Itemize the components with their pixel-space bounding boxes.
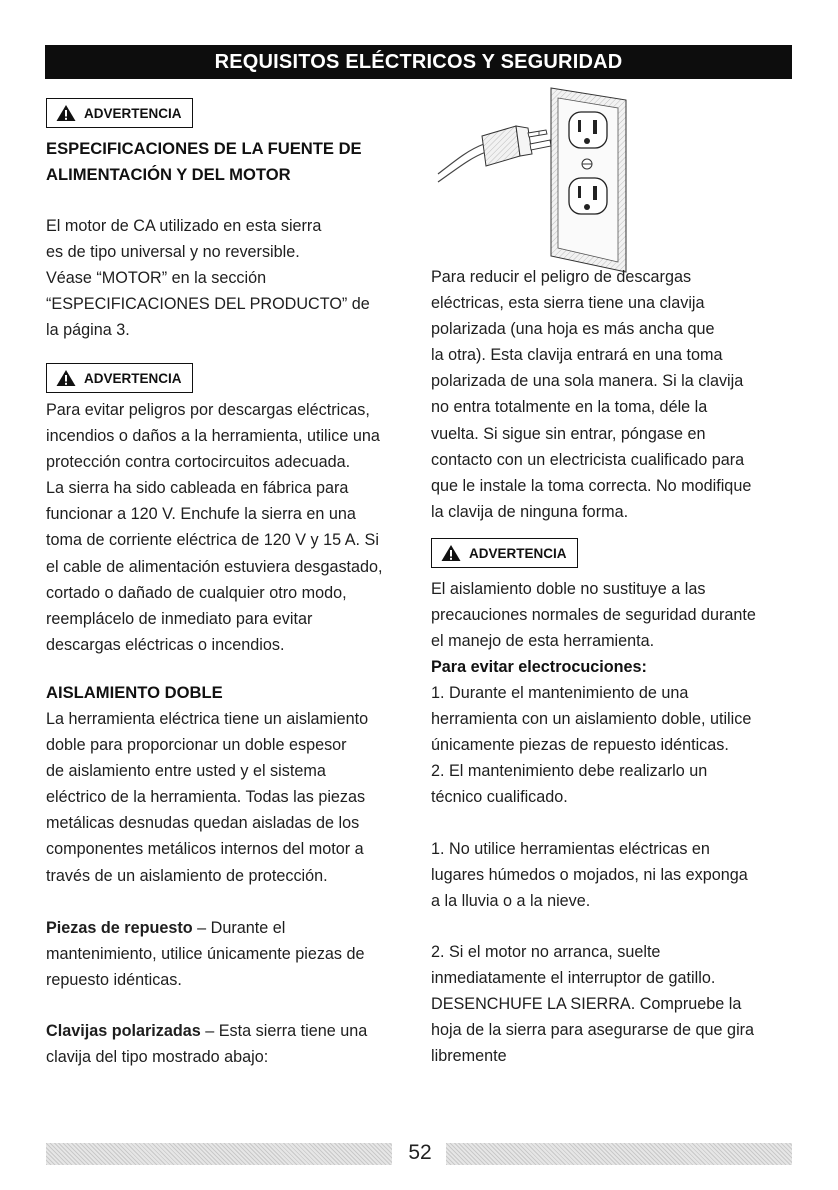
spec-paragraph: El motor de CA utilizado en esta sierra es de tipo universal y no reversible. Véase “MOTOR” en la sección “ESPECIFICACIONES DEL PRODUCTO” de la página 3.: [46, 217, 370, 340]
warning-label: ADVERTENCIA: [84, 370, 182, 386]
footer-bar-left: [46, 1143, 392, 1165]
tip-1-paragraph: 1. No utilice herramientas eléctricas en lugares húmedos o mojados, ni las exponga a la lluvia o a la nieve.: [431, 840, 748, 911]
replacement-parts-text: – Durante el mantenimiento, utilice únicamente piezas de repuesto idénticas.: [46, 919, 365, 990]
warning-box: [46, 363, 193, 393]
page-header: [45, 45, 792, 79]
warning-triangle-icon: [56, 369, 76, 387]
tip-2-paragraph: 2. Si el motor no arranca, suelte inmediatamente el interruptor de gatillo. DESENCHUFE LA SIERRA. Compruebe la hoja de la sierra para asegurarse de que gira libremente: [431, 943, 755, 1066]
warning-triangle-icon: [56, 104, 76, 122]
polarized-plug-outlet-illustration: [436, 86, 631, 278]
replacement-parts-paragraph: [46, 915, 365, 993]
warning-label: ADVERTENCIA: [84, 105, 182, 121]
warning-box: [431, 538, 578, 568]
warning-triangle-icon: [441, 544, 461, 562]
polarized-plugs-label: Clavijas polarizadas: [46, 1022, 201, 1040]
replacement-parts-label: Piezas de repuesto: [46, 919, 193, 937]
polarized-plug-paragraph: Para reducir el peligro de descargas eléctricas, esta sierra tiene una clavija polarizada (una hoja es más ancha que la otra). Esta clavija entrará en una toma polarizada de una sola manera. Si la clavija no entra totalmente en la toma, déle la vuelta. Si sigue sin entrar, póngase en contacto con un electricista cualificado para que le instale la toma correcta. No modifique la clavija de ninguna forma.: [431, 268, 752, 521]
polarized-plugs-text: – Esta sierra tiene una clavija del tipo mostrado abajo:: [46, 1022, 368, 1067]
electrocution-paragraph: 1. Durante el mantenimiento de una herramienta con un aislamiento doble, utilice únicamente piezas de repuesto idénticas. 2. El mantenimiento debe realizarlo un técnico cualificado.: [431, 684, 752, 807]
spec-heading: ESPECIFICACIONES DE LA FUENTE DE ALIMENTACIÓN Y DEL MOTOR: [46, 139, 362, 184]
double-insulation-heading: AISLAMIENTO DOBLE: [46, 683, 223, 702]
page-title: REQUISITOS ELÉCTRICOS Y SEGURIDAD: [214, 50, 623, 73]
warning-box: [46, 98, 193, 128]
warning-label: ADVERTENCIA: [469, 545, 567, 561]
double-insulation-paragraph: La herramienta eléctrica tiene un aislamiento doble para proporcionar un doble espesor de aislamiento entre usted y el sistema eléctrico de la herramienta. Todas las piezas metálicas desnudas quedan aisladas de los componentes metálicos internos del motor a través de un aislamiento de protección.: [46, 710, 369, 885]
circuit-protection-paragraph: Para evitar peligros por descargas eléctricas, incendios o daños a la herramienta, utilice una protección contra cortocircuitos adecuada. La sierra ha sido cableada en fábrica para funcionar a 120 V. Enchufe la sierra en una toma de corriente eléctrica de 120 V y 15 A. Si el cable de alimentación estuviera desgastado, cortado o dañado de cualquier otro modo, reemplácelo de inmediato para evitar descargas eléctricas o incendios.: [46, 401, 383, 654]
double-insulation-warning-paragraph: El aislamiento doble no sustituye a las precauciones normales de seguridad durante el manejo de esta herramienta.: [431, 580, 756, 651]
footer-bar-right: [446, 1143, 792, 1165]
page-number: 52: [408, 1141, 432, 1164]
polarized-plugs-paragraph: [46, 1018, 367, 1070]
electrocution-heading: Para evitar electrocuciones:: [431, 658, 647, 676]
